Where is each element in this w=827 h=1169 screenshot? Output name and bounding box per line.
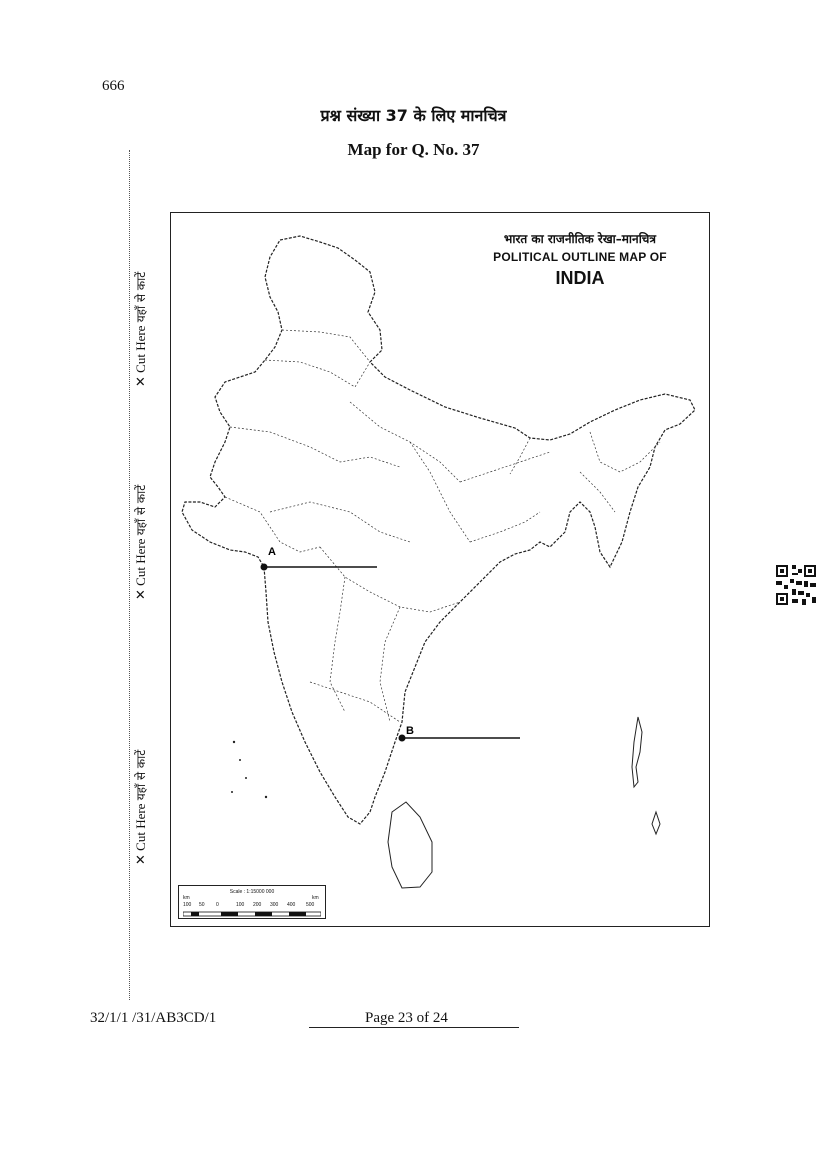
india-outline-map (170, 212, 710, 927)
scale-tick: 100 (183, 902, 192, 908)
map-title-english: POLITICAL OUTLINE MAP OF (493, 250, 667, 264)
cut-label-english: Cut Here (133, 325, 148, 373)
cut-label-english: Cut Here (133, 538, 148, 586)
scissor-icon: ✕ (133, 854, 148, 865)
map-title-hindi: भारत का राजनीतिक रेखा–मानचित्र (503, 232, 657, 246)
title-english: Map for Q. No. 37 (347, 140, 480, 159)
scale-tick: 50 (199, 902, 205, 908)
title-hindi: प्रश्न संख्या 37 के लिए मानचित्र (320, 106, 507, 125)
scale-tick: 100 (236, 902, 245, 908)
marker-b (399, 725, 521, 742)
scissor-icon: ✕ (133, 589, 148, 600)
india-mainland-outline (182, 236, 695, 824)
scale-tick: 200 (253, 902, 262, 908)
cut-label (132, 269, 149, 390)
lakshadweep-islands (231, 741, 267, 798)
scale-unit-right: km (312, 895, 319, 901)
cut-label-hindi: यहाँ से काटें (134, 271, 148, 323)
marker-a-label: A (268, 546, 276, 558)
cut-line (129, 150, 130, 1000)
cut-label (132, 482, 149, 603)
page-underline (309, 1027, 519, 1028)
cut-label (132, 747, 149, 868)
cut-label-hindi: यहाँ से काटें (134, 749, 148, 801)
scale-tick: 400 (287, 902, 296, 908)
scale-tick: 0 (216, 902, 219, 908)
map-title-country: INDIA (555, 268, 605, 288)
page-indicator: Page 23 of 24 (365, 1010, 448, 1026)
sri-lanka-outline (388, 802, 432, 888)
marker-b-label: B (406, 725, 414, 737)
scale-tick: 300 (270, 902, 279, 908)
paper-code: 32/1/1 /31/AB3CD/1 (90, 1010, 217, 1026)
scale-unit-left: km (183, 895, 190, 901)
scissor-icon: ✕ (133, 376, 148, 387)
scale-text: Scale : 1:15000 000 (229, 889, 275, 895)
cut-label-english: Cut Here (133, 803, 148, 851)
cut-label-hindi: यहाँ से काटें (134, 484, 148, 536)
andaman-islands (632, 717, 660, 834)
marker-a (261, 546, 378, 571)
page-number: 666 (102, 78, 125, 94)
state-boundaries (225, 330, 660, 722)
scale-bar (183, 910, 321, 918)
qr-code-icon (776, 565, 816, 605)
scale-tick: 500 (306, 902, 315, 908)
